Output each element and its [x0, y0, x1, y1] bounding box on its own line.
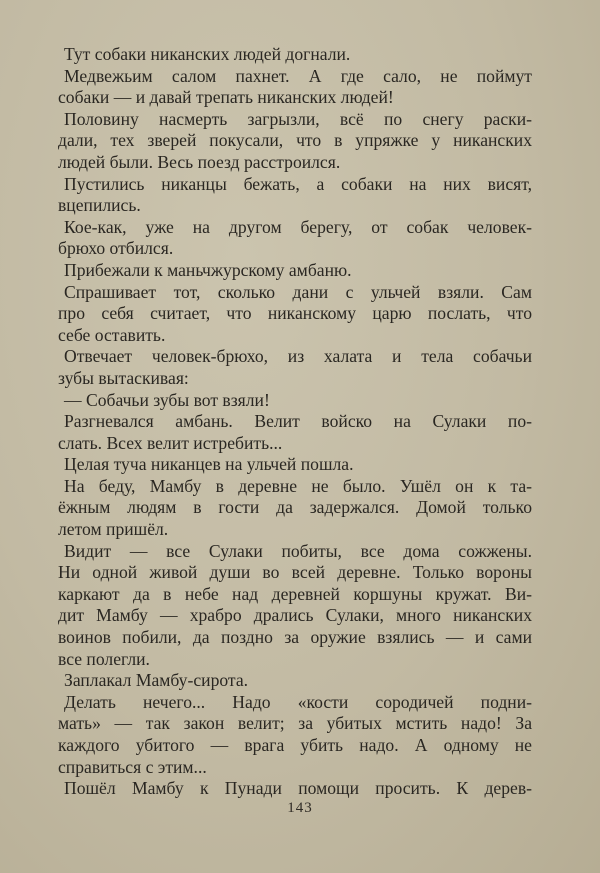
- text-line: Целая туча никанцев на ульчей пошла.: [64, 454, 354, 475]
- text-line: Видит — все Сулаки побиты, все дома сожжены.: [64, 540, 532, 561]
- text-line: На беду, Мамбу в деревне не было. Ушёл он к та-: [64, 475, 532, 496]
- text-line: людей были. Весь поезд расстроился.: [58, 151, 341, 172]
- text-line: мать» — так закон велит; за убитых мстить надо! За: [58, 713, 532, 734]
- text-line: себе оставить.: [58, 324, 166, 345]
- text-line: про себя считает, что никанскому царю послать, что: [58, 303, 532, 324]
- text-line: Тут собаки никанских людей догнали.: [64, 44, 351, 64]
- text-line: воинов побили, да поздно за оружие взялись — и сами: [58, 627, 532, 648]
- text-line: вцепились.: [58, 195, 141, 216]
- text-line: ёжным людям в гости да задержался. Домой только: [58, 497, 532, 518]
- text-line: Пустились никанцы бежать, а собаки на них висят,: [64, 173, 532, 194]
- text-line: Делать нечего... Надо «кости сородичей подни-: [64, 691, 532, 712]
- text-line: зубы вытаскивая:: [58, 367, 189, 388]
- text-line: брюхо отбился.: [58, 238, 174, 259]
- text-line: Заплакал Мамбу-сирота.: [64, 670, 249, 691]
- text-line: Разгневался амбань. Велит войско на Сулаки по-: [64, 411, 532, 432]
- text-line: Медвежьим салом пахнет. А где сало, не поймут: [64, 65, 532, 86]
- page-number: 143: [287, 800, 313, 816]
- text-line: летом пришёл.: [58, 519, 169, 540]
- text-line: каждого убитого — врага убить надо. А одному не: [58, 735, 532, 755]
- text-line: Пошёл Мамбу к Пунади помощи просить. К дерев-: [64, 778, 532, 799]
- text-line: Прибежали к маньчжурскому амбаню.: [64, 259, 352, 280]
- text-line: дит Мамбу — храбро дрались Сулаки, много никанских: [58, 605, 532, 626]
- text-line: справиться с этим...: [58, 756, 207, 777]
- text-line: все полегли.: [58, 648, 150, 669]
- text-line: Ни одной живой души во всей деревне. Только вороны: [58, 562, 532, 583]
- text-line: Спрашивает тот, сколько дани с ульчей взяли. Сам: [64, 281, 532, 302]
- text-line: каркают да в небе над деревней коршуны кружат. Ви-: [58, 583, 532, 604]
- text-line: Половину насмерть загрызли, всё по снегу раски-: [64, 108, 532, 129]
- text-line: дали, тех зверей покусали, что в упряжке у никанских: [58, 130, 532, 151]
- body-text: [58, 44, 532, 800]
- text-line: Отвечает человек-брюхо, из халата и тела собачьи: [64, 346, 532, 367]
- text-line: собаки — и давай трепать никанских людей!: [58, 87, 394, 108]
- text-line: — Собачьи зубы вот взяли!: [64, 389, 270, 410]
- text-line: слать. Всех велит истребить...: [58, 432, 283, 453]
- text-line: Кое-как, уже на другом берегу, от собак человек-: [64, 216, 532, 237]
